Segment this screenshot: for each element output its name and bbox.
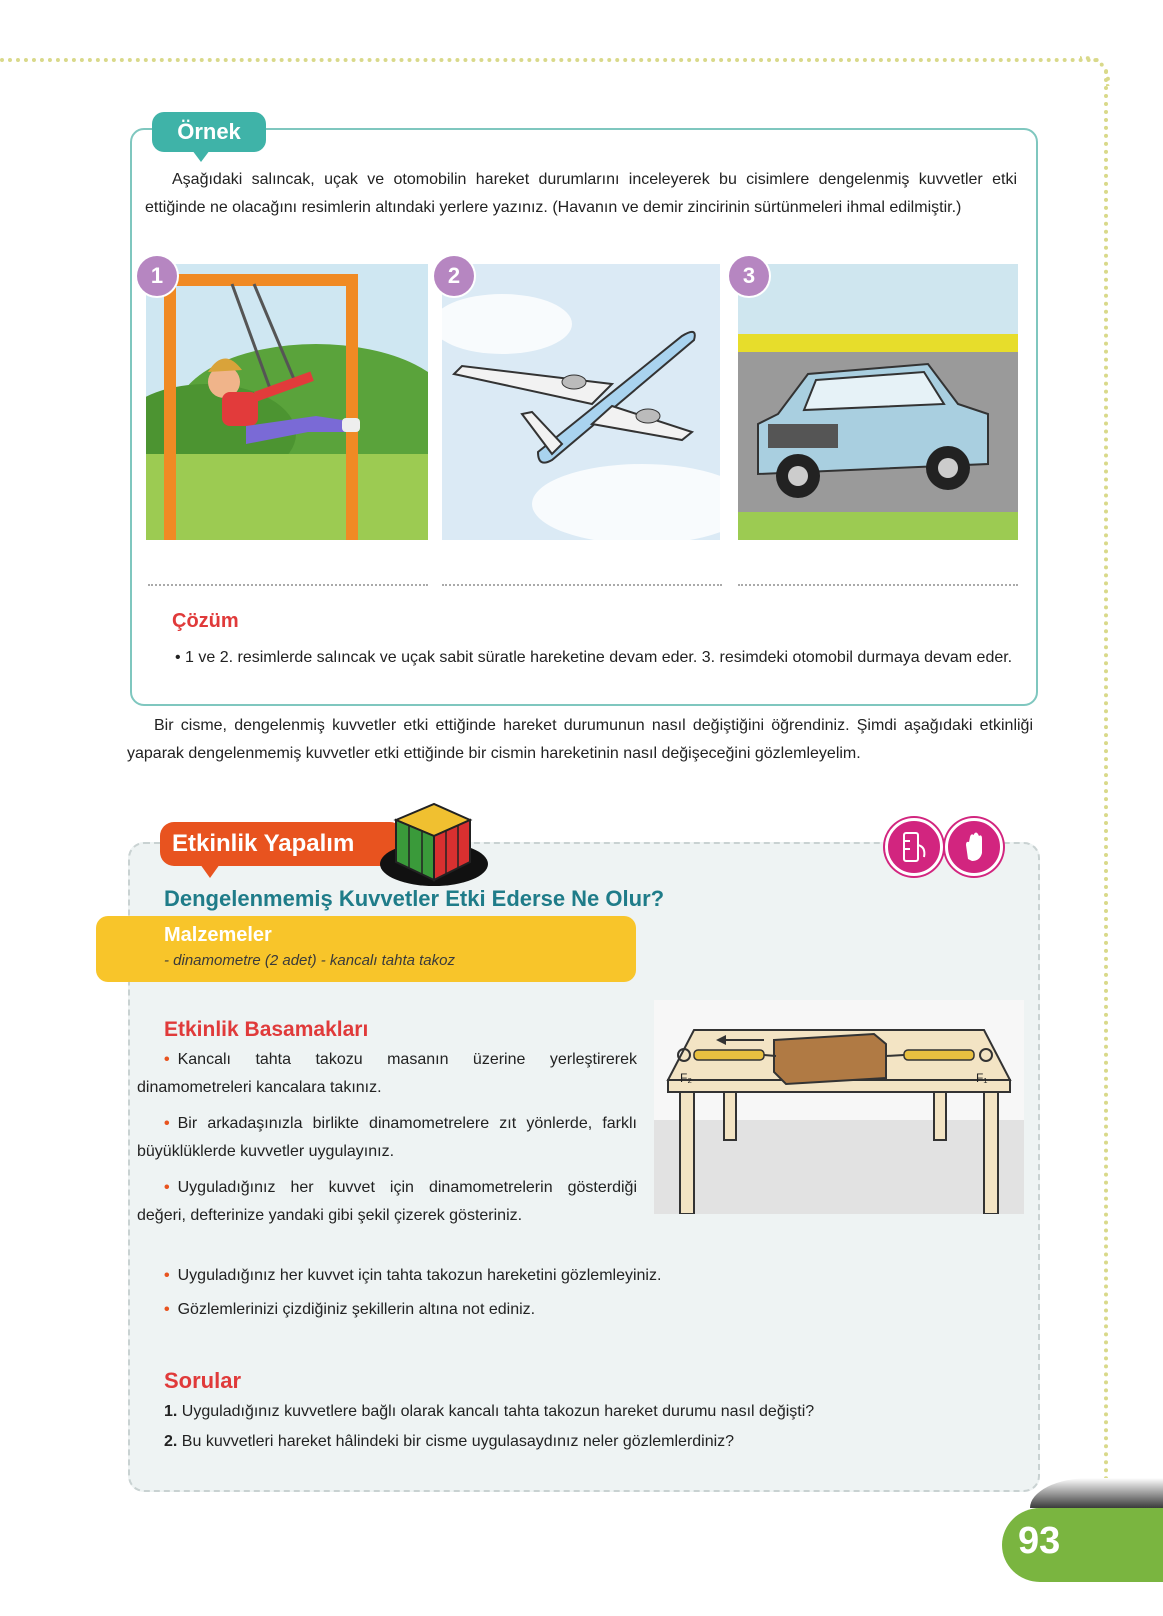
page-border-top [0,58,1100,62]
page-tab-shadow [1030,1478,1163,1508]
car-illustration [738,264,1018,540]
image-number-3: 3 [729,256,769,296]
step-5: • Gözlemlerinizi çizdiğiniz şekillerin altına not ediniz. [164,1301,536,1318]
image-number-2: 2 [434,256,474,296]
activity-tab: Etkinlik Yapalım [160,822,404,866]
solution-text: • 1 ve 2. resimlerde salıncak ve uçak sabit süratle hareketine devam eder. 3. resimdeki otomobil durmaya devam eder. [175,649,1013,666]
question-2: 2. Bu kuvvetleri hareket hâlindeki bir cisme uygulasaydınız neler gözlemlerdiniz? [164,1433,735,1450]
force-label-f1: F₁ [976,1071,988,1085]
answer-line-3[interactable] [738,584,1018,586]
questions-title: Sorular [164,1368,242,1393]
step-1: • Kancalı tahta takozu masanın üzerine yerleştirerek dinamometreleri kancalara takınız. [137,1051,637,1096]
example-tab: Örnek [152,112,266,152]
rubik-cube-icon [378,798,490,890]
steps-title: Etkinlik Basamakları [164,1018,369,1041]
solution-title: Çözüm [172,610,239,632]
force-label-f2: F₂ [680,1071,692,1085]
step-4: • Uyguladığınız her kuvvet için tahta takozun hareketini gözlemleyiniz. [164,1267,662,1284]
table-dynamometer-illustration [654,1000,1024,1214]
hand-icon [945,818,1003,876]
materials-list: - dinamometre (2 adet) - kancalı tahta takoz [164,952,455,969]
swing-illustration [146,264,428,540]
answer-line-1[interactable] [148,584,428,586]
step-2: • Bir arkadaşınızla birlikte dinamometrelere zıt yönlerde, farklı büyüklüklerde kuvvetler uygulayınız. [137,1115,637,1160]
activity-subtitle: Dengelenmemiş Kuvvetler Etki Ederse Ne Olur? [164,886,665,911]
page-number: 93 [1018,1520,1061,1562]
materials-title: Malzemeler [164,924,272,946]
answer-line-2[interactable] [442,584,722,586]
ruler-hand-icon [885,818,943,876]
intro-paragraph: Bir cisme, dengelenmiş kuvvetler etki ettiğinde hareket durumunun nasıl değiştiğini öğrendiniz. Şimdi aşağıdaki etkinliği yaparak dengelenmemiş kuvvetler etki ettiğinde bir cismin hareketinin nasıl değişeceğini gözlemleyelim. [127,717,1033,762]
page-border-right [1104,70,1108,1490]
example-question: Aşağıdaki salıncak, uçak ve otomobilin hareket durumlarını inceleyerek bu cisimlere dengelenmiş kuvvetler etki ettiğinde ne olacağını resimlerin altındaki yerlere yazınız. (Havanın ve demir zincirinin sürtünmeleri ihmal edilmiştir.) [145,171,1017,216]
image-number-1: 1 [137,256,177,296]
question-1: 1. Uyguladığınız kuvvetlere bağlı olarak kancalı tahta takozun hareket durumu nasıl değişti? [164,1403,815,1420]
step-3: • Uyguladığınız her kuvvet için dinamometrelerin gösterdiği değeri, defterinize yandaki gibi şekil çizerek gösteriniz. [137,1179,637,1224]
airplane-illustration [442,264,720,540]
